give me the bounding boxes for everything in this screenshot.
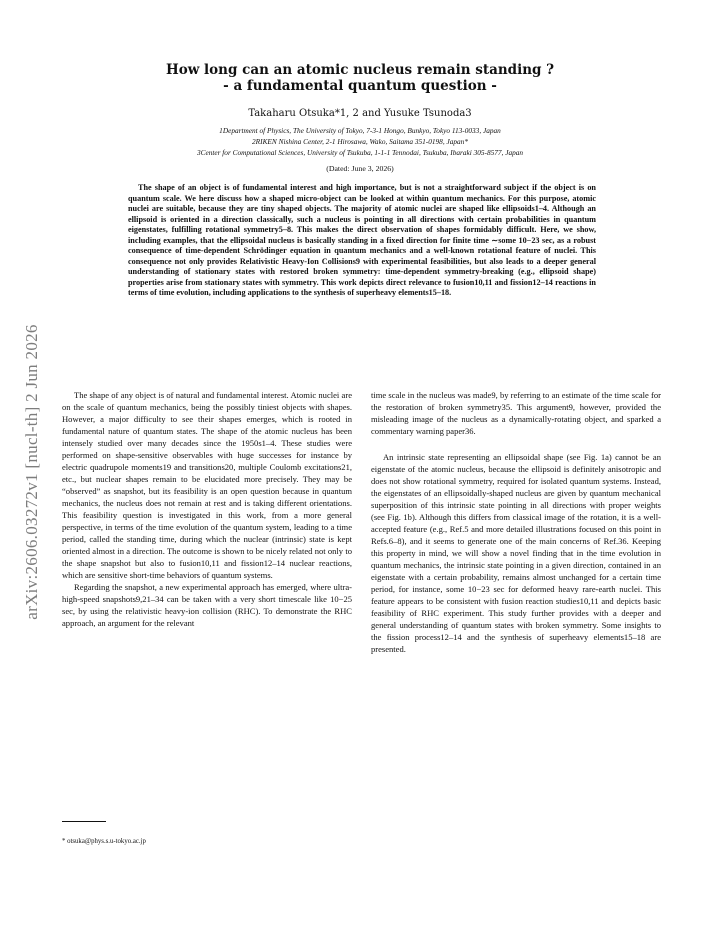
body-column-left xyxy=(62,389,352,629)
date-line: (Dated: June 3, 2026) xyxy=(326,164,394,173)
paper-title-line2: - a fundamental quantum question - xyxy=(223,78,497,94)
affiliation-2: 2RIKEN Nishina Center, 2-1 Hirosawa, Wako, Saitama 351-0198, Japan* xyxy=(252,137,468,146)
author-list: Takaharu Otsuka*1, 2 and Yusuke Tsunoda3 xyxy=(248,108,472,119)
corresponding-author-email: * otsuka@phys.s.u-tokyo.ac.jp xyxy=(62,838,146,845)
arxiv-sidebar-stamp xyxy=(14,262,50,682)
body-paragraph: Regarding the snapshot, a new experimental approach has emerged, where ultra-high-speed snapshots9,21–34 can be taken with a very short timescale like 10−25 sec, by using the relativistic heavy-ion collision (RHC). To demonstrate the RHC approach, an argument for the relevant xyxy=(62,582,352,628)
arxiv-identifier: arXiv:2606.03272v1 [nucl-th] 2 Jun 2026 xyxy=(22,324,41,620)
affiliation-1: 1Department of Physics, The University of Tokyo, 7-3-1 Hongo, Bunkyo, Tokyo 113-0033, Japan xyxy=(219,126,501,135)
paper-title-line1: How long can an atomic nucleus remain standing ? xyxy=(165,62,555,78)
body-paragraph: time scale in the nucleus was made9, by referring to an estimate of the time scale for the restoration of broken symmetry35. This argument9, however, provided the misleading image of the nucleus as a dynamically-rotating object, and sparked a commentary warning paper36. xyxy=(371,390,661,436)
footnote-rule xyxy=(62,821,106,822)
affiliation-3: 3Center for Computational Sciences, University of Tsukuba, 1-1-1 Tennodai, Tsukuba, Ibaraki 305-8577, Japan xyxy=(196,148,524,157)
body-paragraph: An intrinsic state representing an ellipsoidal shape (see Fig. 1a) cannot be an eigenstate of the atomic nucleus, because the ellipsoid is definitely anisotropic and does not show rotational symmetry, required for isolated quantum systems. Instead, the eigenstates of an ellipsoidally-shaped nucleus are given by quantum mechanical superposition of this intrinsic state pointing in all directions with proper weights (see Fig. 1b). Although this differs from classical image of the rotation, it is a well-accepted feature (e.g., Ref.5 and more detailed illustrations focused on this point in Refs.6–8), and it seems to generate one of the main concerns of Ref.36. Keeping this property in mind, we will show a novel finding that in the time evolution in quantum mechanics, the intrinsic state pointing in a given direction, contained in an eigenstate with a certain probability, remains almost unchanged for a certain time period, for instance, some 10−23 sec for deformed heavy rare-earth nuclei. This feature appears to be consistent with fusion reaction studies10,11 and depicts basic feasibility of RHC experiment. This study further provides with a deeper and general understanding of quantum states with broken symmetry. Some insights to the fission process12–14 and the synthesis of superheavy elements15–18 are presented. xyxy=(371,452,661,654)
body-paragraph: The shape of any object is of natural and fundamental interest. Atomic nuclei are on the scale of quantum mechanics, being the possibly tiniest objects with shapes. However, a major difficulty to see their shapes emerges, which is rooted in fundamental nature of quantum states. The shape of the atomic nucleus has been intensely studied over many decades since the 1950s1–4. These studies were performed on shape-sensitive observables with huge successes for instance by electric quadrupole moments19 and transitions20, multiple Coulomb excitations21, etc., but nuclear shapes remain to be elucidated more precisely. They may be “observed” as snapshot, but its feasibility is an open question because in quantum mechanics, the nucleus does not remain at rest and is taking different orientations. This feasibility question is investigated in this work, from a more general perspective, in terms of the time evolution of the quantum system, leading to a time period, called the standing time, during which the nuclear (intrinsic) state is kept oriented almost in a direction. The outcome is shown to be nicely related not only to the shape snapshot but also to fusion10,11 and fission12–14 nuclear reactions, which are sensitive short-time behaviors of quantum systems. xyxy=(62,390,352,580)
body-column-right xyxy=(371,389,661,655)
abstract: The shape of an object is of fundamental interest and high importance, but is not a straightforward subject if the object is on quantum scale. We here discuss how a shaped micro-object can be looked at within quantum mechanics. For this purpose, atomic nuclei are suitable, because they are tiny shaped objects. The majority of atomic nuclei are shaped like ellipsoids1–4. Although an ellipsoid is oriented in a direction classically, such a nucleus is pointing in all directions with certain probabilities in quantum eigenstates, fulfilling rotational symmetry5–8. This makes the direct observation of shapes formidably difficult. Here, we show, including examples, that the ellipsoidal nucleus is basically standing in a fixed direction for finite time ∼some 10−23 sec, as a robust consequence of time-dependent Schrödinger equation in quantum mechanics and a well-known rotational feature of nuclei. This consequence not only provides Relativistic Heavy-Ion Collisions9 with experimental feasibilities, but also leads to a deeper general understanding of stationary states with restored broken symmetry: time-dependent symmetry-breaking (e.g., ellipsoid shape) properties arise from stationary states with symmetry. This work depicts direct relevance to fusion10,11 and fission12–14 reactions in terms of time evolution, including applications to the synthesis of superheavy elements15–18. xyxy=(128,183,596,298)
